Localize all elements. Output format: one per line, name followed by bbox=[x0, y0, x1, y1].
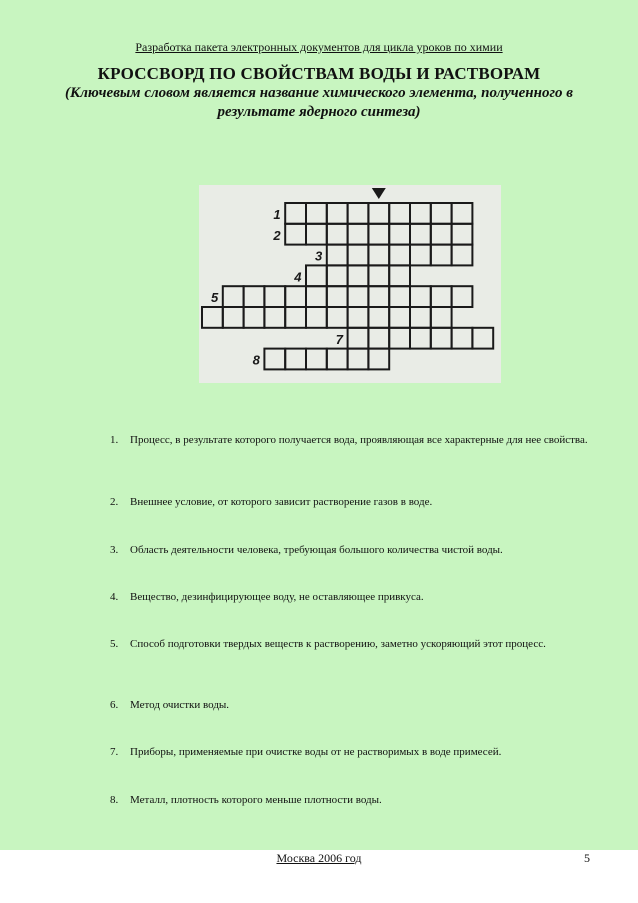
question-number: 3. bbox=[110, 544, 119, 556]
crossword-cell bbox=[348, 328, 369, 349]
crossword-cell bbox=[368, 349, 389, 370]
question-item bbox=[110, 590, 595, 605]
crossword-cell bbox=[348, 307, 369, 328]
question-number: 4. bbox=[110, 591, 119, 603]
crossword-cell bbox=[327, 203, 348, 224]
crossword-cell bbox=[389, 307, 410, 328]
crossword-cell bbox=[452, 328, 473, 349]
crossword-cell bbox=[431, 245, 452, 266]
page-header: Разработка пакета электронных документов для цикла уроков по химии bbox=[135, 40, 503, 54]
crossword-cell bbox=[306, 286, 327, 307]
crossword-cell bbox=[431, 203, 452, 224]
crossword-cell bbox=[348, 245, 369, 266]
crossword-cell bbox=[223, 286, 244, 307]
crossword-cell bbox=[244, 286, 265, 307]
question-item bbox=[110, 433, 595, 448]
crossword-cell bbox=[368, 245, 389, 266]
page-footer bbox=[0, 851, 638, 903]
crossword-cell bbox=[327, 265, 348, 286]
question-item bbox=[110, 637, 595, 652]
question-text: Вещество, дезинфицирующее воду, не оставляющее привкуса. bbox=[130, 591, 424, 603]
triangle-down-icon bbox=[372, 188, 386, 199]
crossword-cell bbox=[327, 224, 348, 245]
question-number: 6. bbox=[110, 699, 119, 711]
crossword-cell bbox=[389, 245, 410, 266]
crossword-cell bbox=[285, 349, 306, 370]
crossword-cell bbox=[327, 286, 348, 307]
clue-number: 1 bbox=[273, 207, 281, 222]
crossword-cell bbox=[285, 307, 306, 328]
crossword-cell bbox=[410, 203, 431, 224]
question-number: 7. bbox=[110, 746, 119, 758]
crossword-cell bbox=[452, 224, 473, 245]
crossword-cell bbox=[452, 203, 473, 224]
clue-number: 5 bbox=[211, 290, 219, 306]
crossword-cell bbox=[327, 245, 348, 266]
clue-number: 4 bbox=[294, 269, 302, 285]
clue-number: 3 bbox=[315, 248, 323, 264]
question-number: 8. bbox=[110, 794, 119, 806]
crossword-cell bbox=[368, 224, 389, 245]
crossword-cell bbox=[410, 328, 431, 349]
question-item bbox=[110, 745, 595, 760]
crossword-cell bbox=[348, 265, 369, 286]
question-number: 1. bbox=[110, 434, 119, 446]
crossword-cell bbox=[472, 328, 493, 349]
crossword-grid bbox=[199, 185, 501, 383]
crossword-cell bbox=[327, 349, 348, 370]
crossword-cell bbox=[389, 203, 410, 224]
question-item bbox=[110, 495, 595, 510]
crossword-figure bbox=[199, 185, 501, 383]
crossword-cell bbox=[431, 286, 452, 307]
page-number: 5 bbox=[584, 851, 590, 865]
crossword-cell bbox=[306, 307, 327, 328]
crossword-cell bbox=[452, 245, 473, 266]
crossword-cell bbox=[389, 286, 410, 307]
crossword-cell bbox=[306, 203, 327, 224]
crossword-cell bbox=[348, 224, 369, 245]
crossword-cell bbox=[202, 307, 223, 328]
footer-city-year: Москва 2006 год bbox=[276, 851, 362, 865]
crossword-cell bbox=[368, 265, 389, 286]
crossword-cell bbox=[410, 286, 431, 307]
crossword-cell bbox=[368, 307, 389, 328]
crossword-cell bbox=[306, 349, 327, 370]
question-item bbox=[110, 543, 595, 558]
crossword-cell bbox=[348, 349, 369, 370]
crossword-cell bbox=[264, 349, 285, 370]
question-text: Металл, плотность которого меньше плотности воды. bbox=[130, 794, 382, 806]
crossword-cell bbox=[410, 224, 431, 245]
clue-number: 8 bbox=[252, 352, 260, 368]
page-subtitle: (Ключевым словом является название химического элемента, полученного в результате ядерного синтеза) bbox=[65, 85, 573, 120]
crossword-cell bbox=[348, 286, 369, 307]
crossword-cell bbox=[389, 328, 410, 349]
crossword-cell bbox=[368, 203, 389, 224]
crossword-cell bbox=[285, 203, 306, 224]
clue-number: 7 bbox=[335, 331, 344, 347]
crossword-cell bbox=[285, 286, 306, 307]
crossword-cell bbox=[410, 307, 431, 328]
crossword-cell bbox=[431, 328, 452, 349]
crossword-cell bbox=[431, 307, 452, 328]
question-number: 2. bbox=[110, 496, 119, 508]
crossword-cell bbox=[285, 224, 306, 245]
crossword-cell bbox=[306, 265, 327, 286]
crossword-cell bbox=[368, 328, 389, 349]
question-text: Внешнее условие, от которого зависит растворение газов в воде. bbox=[130, 496, 433, 508]
crossword-cell bbox=[306, 224, 327, 245]
question-item bbox=[110, 698, 595, 713]
crossword-cell bbox=[389, 265, 410, 286]
page-title: КРОССВОРД ПО СВОЙСТВАМ ВОДЫ И РАСТВОРАМ bbox=[97, 64, 541, 83]
crossword-cell bbox=[368, 286, 389, 307]
question-item bbox=[110, 793, 595, 808]
crossword-cell bbox=[410, 245, 431, 266]
crossword-cell bbox=[223, 307, 244, 328]
question-text: Процесс, в результате которого получается вода, проявляющая все характерные для нее свойства. bbox=[130, 434, 588, 446]
crossword-cell bbox=[244, 307, 265, 328]
crossword-cell bbox=[452, 286, 473, 307]
question-text: Метод очистки воды. bbox=[130, 699, 230, 711]
crossword-cell bbox=[264, 307, 285, 328]
question-number: 5. bbox=[110, 638, 119, 650]
question-text: Область деятельности человека, требующая большого количества чистой воды. bbox=[130, 544, 503, 556]
clue-number: 2 bbox=[273, 227, 281, 243]
crossword-cell bbox=[264, 286, 285, 307]
question-text: Способ подготовки твердых веществ к растворению, заметно ускоряющий этот процесс. bbox=[130, 638, 546, 650]
crossword-cell bbox=[348, 203, 369, 224]
question-text: Приборы, применяемые при очистке воды от не растворимых в воде примесей. bbox=[130, 746, 502, 758]
crossword-cell bbox=[389, 224, 410, 245]
crossword-cell bbox=[431, 224, 452, 245]
crossword-cell bbox=[327, 307, 348, 328]
